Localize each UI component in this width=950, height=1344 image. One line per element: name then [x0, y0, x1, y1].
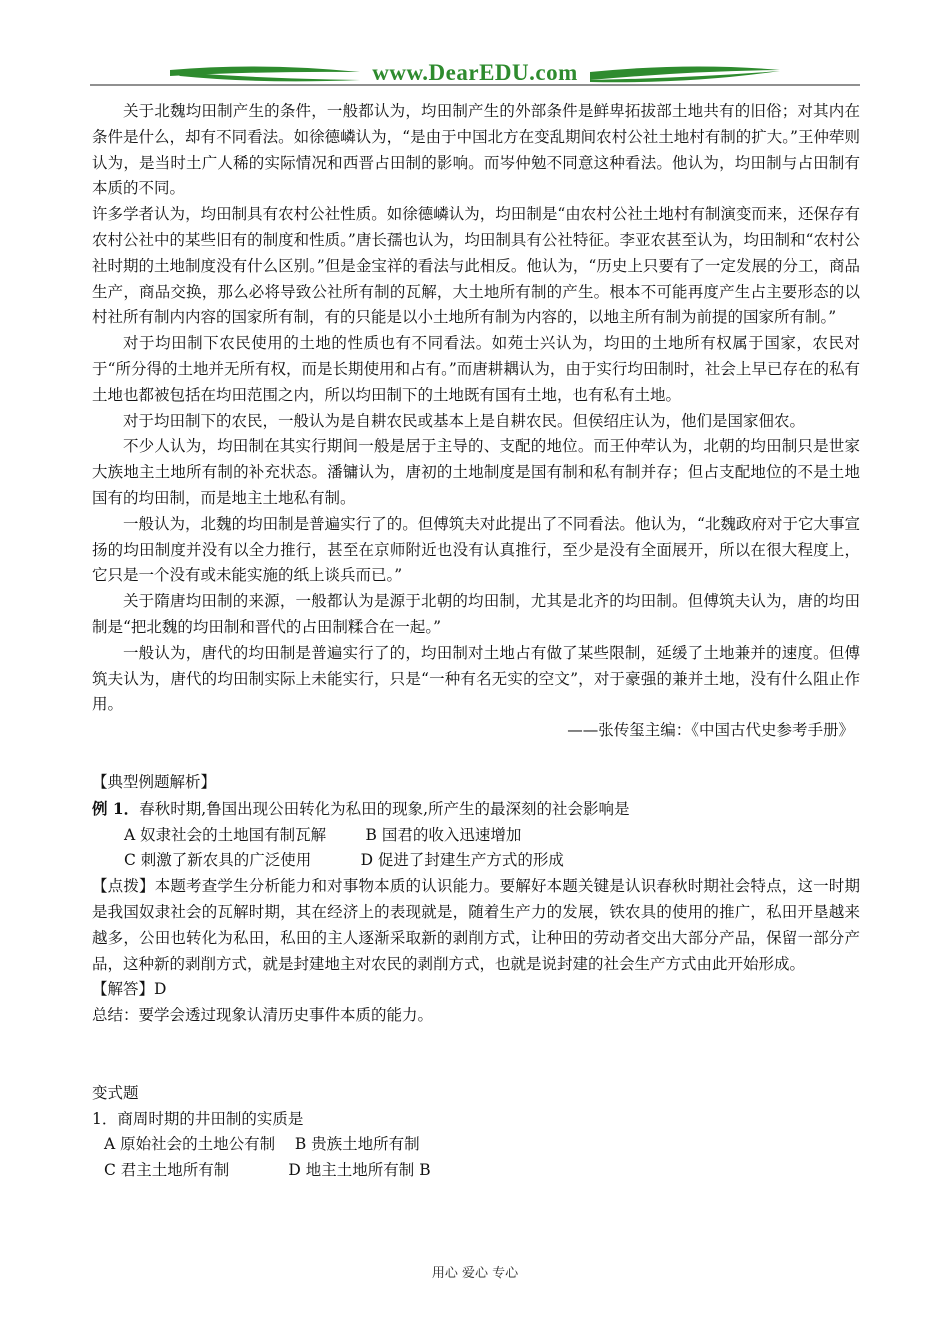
- reading-paragraph-4: 对于均田制下的农民，一般认为是自耕农民或基本上是自耕农民。但侯绍庄认为，他们是国家佃农。: [123, 411, 806, 430]
- example-question: [92, 796, 860, 823]
- example-options-row-1: [92, 823, 860, 849]
- reading-paragraph-1: 关于北魏均田制产生的条件，一般都认为，均田制产生的外部条件是鲜卑拓拔部土地共有的旧俗；对其内在条件是什么，却有不同看法。如徐德嶙认为，“是由于中国北方在变乱期间农村公社土地村有制的扩大。”王仲荦则认为，是当时土广人稀的实际情况和西晋占田制的影响。而岑仲勉不同意这种看法。他认为，均田制与占田制有本质的不同。: [92, 102, 860, 198]
- variant-options-row-1: [92, 1132, 860, 1158]
- variant-question-1: 1．商周时期的井田制的实质是: [92, 1109, 304, 1128]
- example-option-c: C 刺激了新农具的广泛使用: [124, 851, 312, 870]
- example-options-row-2: [92, 848, 860, 874]
- example-question-text: 春秋时期,鲁国出现公田转化为私田的现象,所产生的最深刻的社会影响是: [139, 799, 630, 818]
- variant-option-c: C 君主土地所有制: [104, 1161, 230, 1180]
- example-answer: 【解答】D: [92, 980, 167, 999]
- example-option-b: B 国君的收入迅速增加: [365, 825, 522, 844]
- variant-option-d: D 地主土地所有制 B: [288, 1161, 431, 1180]
- section-title-example: 【典型例题解析】: [92, 772, 217, 791]
- variant-options-row-2: [92, 1158, 860, 1184]
- reading-paragraph-7: 关于隋唐均田制的来源，一般都认为是源于北朝的均田制，尤其是北齐的均田制。但傅筑夫认为，唐的均田制是“把北魏的均田制和晋代的占田制糅合在一起。”: [92, 592, 860, 636]
- site-logo-text: www.DearEDU.com: [372, 60, 578, 85]
- example-hint: 【点拨】本题考查学生分析能力和对事物本质的认识能力。要解好本题关键是认识春秋时期社会特点，这一时期是我国奴隶社会的瓦解时期，其在经济上的表现就是，随着生产力的发展，铁农具的使用的推广，私田开垦越来越多，公田也转化为私田，私田的主人逐渐采取新的剥削方式，让种田的劳动者交出大部分产品，保留一部分产品，这种新的剥削方式，就是封建地主对农民的剥削方式，也就是说封建的社会生产方式由此开始形成。: [92, 877, 860, 973]
- source-citation: ——张传玺主编：《中国古代史参考手册》: [567, 721, 854, 740]
- reading-paragraph-2: 许多学者认为，均田制具有农村公社性质。如徐德嶙认为，均田制是“由农村公社土地村有制演变而来，还保存有农村公社中的某些旧有的制度和性质。”唐长孺也认为，均田制具有公社特征。李亚农甚至认为，均田制和“农村公社时期的土地制度没有什么区别。”但是金宝祥的看法与此相反。他认为，“历史上只要有了一定发展的分工，商品生产，商品交换，那么必将导致公社所有制的瓦解，大土地所有制的产生。根本不可能再度产生占主要形态的以村社所有制内内容的国家所有制，有的只能是以小土地所有制为内容的，以地主所有制为前提的国家所有制。”: [92, 205, 860, 327]
- variant-option-b: B 贵族土地所有制: [294, 1135, 420, 1154]
- example-option-a: A 奴隶社会的土地国有制瓦解: [124, 825, 327, 844]
- header-banner: [90, 58, 860, 92]
- reading-paragraph-6: 一般认为，北魏的均田制是普遍实行了的。但傅筑夫对此提出了不同看法。他认为，“北魏政府对于它大事宣扬的均田制度并没有以全力推行，甚至在京师附近也没有认真推行，至少是没有全面展开，所以在很大程度上，它只是一个没有或未能实施的纸上谈兵而已。”: [92, 514, 860, 585]
- reading-paragraph-8: 一般认为，唐代的均田制是普遍实行了的，均田制对土地占有做了某些限制，延缓了土地兼并的速度。但傅筑夫认为，唐代的均田制实际上未能实行，只是“一种有名无实的空文”，对于豪强的兼并土地，没有什么阻止作用。: [92, 643, 860, 714]
- example-label: 例 1．: [92, 798, 140, 818]
- page-footer: 用心 爱心 专心: [431, 1266, 519, 1281]
- variant-option-a: A 原始社会的土地公有制: [104, 1135, 276, 1154]
- reading-paragraph-3: 对于均田制下农民使用的土地的性质也有不同看法。如苑士兴认为，均田的土地所有权属于国家，农民对于“所分得的土地并无所有权，而是长期使用和占有。”而唐耕耦认为，由于实行均田制时，社会上早已存在的私有土地也都被包括在均田范围之内，所以均田制下的土地既有国有土地，也有私有土地。: [92, 334, 860, 404]
- document-body: [92, 99, 860, 1184]
- variant-title: 变式题: [92, 1083, 139, 1102]
- reading-paragraph-5: 不少人认为，均田制在其实行期间一般是居于主导的、支配的地位。而王仲荦认为，北朝的均田制只是世家大族地主土地所有制的补充状态。潘镛认为，唐初的土地制度是国有制和私有制并存；但占支配地位的不是土地国有的均田制，而是地主土地私有制。: [92, 437, 860, 507]
- example-option-d: D 促进了封建生产方式的形成: [360, 851, 564, 870]
- example-summary: 总结：要学会透过现象认清历史事件本质的能力。: [92, 1006, 434, 1025]
